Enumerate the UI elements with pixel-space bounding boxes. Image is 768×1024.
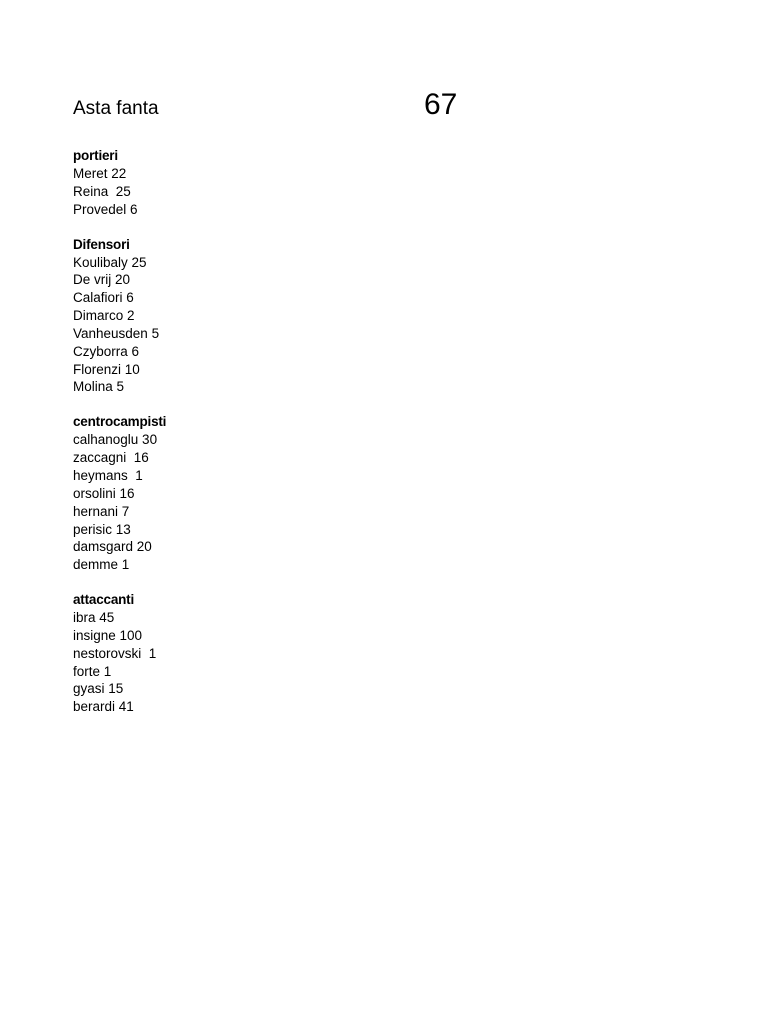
section-heading: portieri xyxy=(73,148,118,163)
player-list xyxy=(73,254,473,397)
player-item: berardi 41 xyxy=(73,699,134,715)
section-heading: centrocampisti xyxy=(73,414,167,430)
section-centrocampisti xyxy=(73,413,473,574)
player-item: Florenzi 10 xyxy=(73,361,140,377)
player-item: nestorovski 1 xyxy=(73,645,157,661)
section-heading: Difensori xyxy=(73,236,130,252)
player-item: Vanheusden 5 xyxy=(73,325,160,341)
player-item: perisic 13 xyxy=(73,521,131,537)
document-number: 67 xyxy=(424,88,458,121)
player-item: zaccagni 16 xyxy=(73,450,149,466)
document-title: Asta fanta xyxy=(73,98,159,119)
player-list xyxy=(73,609,473,716)
player-item: demme 1 xyxy=(73,557,130,573)
section-difensori xyxy=(73,236,473,397)
player-item: forte 1 xyxy=(73,663,112,679)
player-item: Dimarco 2 xyxy=(73,308,135,324)
player-item: De vrij 20 xyxy=(73,272,131,288)
roster-sections xyxy=(73,147,473,733)
section-portieri xyxy=(73,147,473,219)
player-item: Reina 25 xyxy=(73,183,131,199)
player-list xyxy=(73,165,473,219)
player-item: damsgard 20 xyxy=(73,539,152,555)
player-item: calhanoglu 30 xyxy=(73,432,158,448)
player-item: ibra 45 xyxy=(73,610,115,626)
player-item: Calafiori 6 xyxy=(73,290,134,306)
section-attaccanti xyxy=(73,591,473,716)
player-item: insigne 100 xyxy=(73,627,143,643)
player-item: Czyborra 6 xyxy=(73,343,140,359)
player-item: Meret 22 xyxy=(73,166,127,181)
player-item: heymans 1 xyxy=(73,467,143,483)
section-heading: attaccanti xyxy=(73,592,135,608)
player-item: gyasi 15 xyxy=(73,681,124,697)
player-item: Molina 5 xyxy=(73,379,125,395)
player-item: hernani 7 xyxy=(73,503,130,519)
player-item: Koulibaly 25 xyxy=(73,254,147,270)
player-item: orsolini 16 xyxy=(73,485,135,501)
player-item: Provedel 6 xyxy=(73,201,138,217)
player-list xyxy=(73,431,473,574)
